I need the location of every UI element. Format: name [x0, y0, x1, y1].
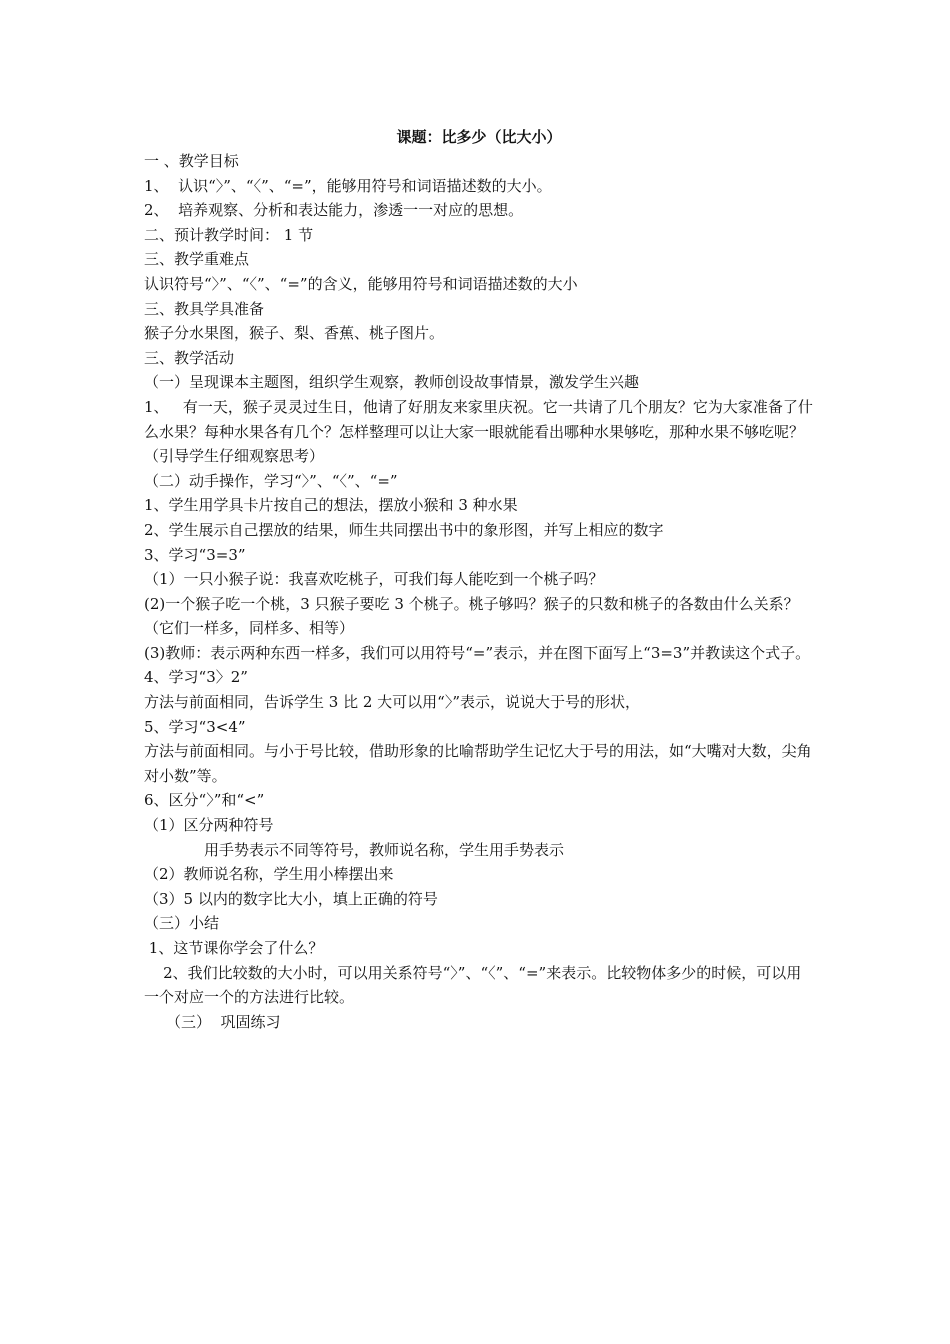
- document-title: 课题：比多少（比大小）: [396, 128, 562, 146]
- paragraph-line: （3）5 以内的数字比大小，填上正确的符号: [144, 889, 438, 908]
- section-heading: 一 、教学目标: [144, 152, 239, 170]
- paragraph-line: 6、区分“〉”和“<”: [144, 791, 265, 810]
- section-heading: 三、教学重难点: [144, 250, 250, 269]
- section-heading: 二、预计教学时间： 1 节: [144, 225, 314, 244]
- subsection-heading: （三）小结: [144, 914, 220, 933]
- paragraph-line: 认识符号“〉”、“〈”、“=”的含义，能够用符号和词语描述数的大小: [144, 274, 578, 293]
- subsection-heading: （一）呈现课本主题图，组织学生观察，教师创设故事情景，激发学生兴趣: [144, 373, 640, 392]
- paragraph-line: （1）区分两种符号: [144, 816, 274, 835]
- paragraph-line: 2、我们比较数的大小时，可以用关系符号“〉”、“〈”、“=”来表示。比较物体多少的时候，可以用一个对应一个的方法进行比较。: [144, 963, 802, 1007]
- paragraph-line: 方法与前面相同。与小于号比较，借助形象的比喻帮助学生记忆大于号的用法，如“大嘴对大数，尖角对小数”等。: [144, 742, 812, 785]
- paragraph-line: 5、学习“3<4”: [144, 717, 246, 736]
- section-heading: 三、教具学具准备: [144, 299, 265, 318]
- paragraph-line: 猴子分水果图，猴子、梨、香蕉、桃子图片。: [144, 324, 445, 343]
- paragraph-line: 方法与前面相同，告诉学生 3 比 2 大可以用“〉”表示，说说大于号的形状，: [144, 693, 640, 712]
- subsection-heading: （三） 巩固练习: [166, 1012, 281, 1031]
- paragraph-line: （1）一只小猴子说：我喜欢吃桃子，可我们每人能吃到一个桃子吗？: [144, 570, 604, 589]
- paragraph-line: 2、 培养观察、分析和表达能力，渗透一一对应的思想。: [144, 201, 524, 220]
- document-page: [144, 125, 814, 1034]
- paragraph-line: （2）教师说名称，学生用小棒摆出来: [144, 865, 394, 884]
- paragraph-line: 2、学生展示自己摆放的结果，师生共同摆出书中的象形图，并写上相应的数字: [144, 520, 664, 539]
- paragraph-line: 1、这节课你学会了什么？: [144, 939, 324, 957]
- subsection-heading: （二）动手操作，学习“〉”、“〈”、“=”: [144, 471, 398, 490]
- paragraph-line: 3、学习“3=3”: [144, 545, 246, 564]
- paragraph-line: 1、 有一天，猴子灵灵过生日，他请了好朋友来家里庆祝。它一共请了几个朋友？它为大家准备了什么水果？每种水果各有几个？怎样整理可以让大家一眼就能看出哪种水果够吃，那种水果不够吃呢？（引导学生仔细观察思考）: [144, 397, 813, 466]
- paragraph-line: 1、 认识“〉”、“〈”、“=”，能够用符号和词语描述数的大小。: [144, 176, 552, 195]
- paragraph-line: (2)一个猴子吃一个桃，3 只猴子要吃 3 个桃子。桃子够吗？猴子的只数和桃子的各数由什么关系？（它们一样多，同样多、相等）: [144, 594, 799, 638]
- paragraph-line: 用手势表示不同等符号，教师说名称，学生用手势表示: [204, 840, 565, 859]
- paragraph-line: 1、学生用学具卡片按自己的想法，摆放小猴和 3 种水果: [144, 496, 518, 515]
- paragraph-line: (3)教师：表示两种东西一样多，我们可以用符号“=”表示，并在图下面写上“3=3”并教读这个式子。: [144, 643, 811, 662]
- document-body: [144, 149, 814, 1034]
- paragraph-line: 4、学习“3〉2”: [144, 668, 248, 687]
- section-heading: 三、教学活动: [144, 348, 235, 367]
